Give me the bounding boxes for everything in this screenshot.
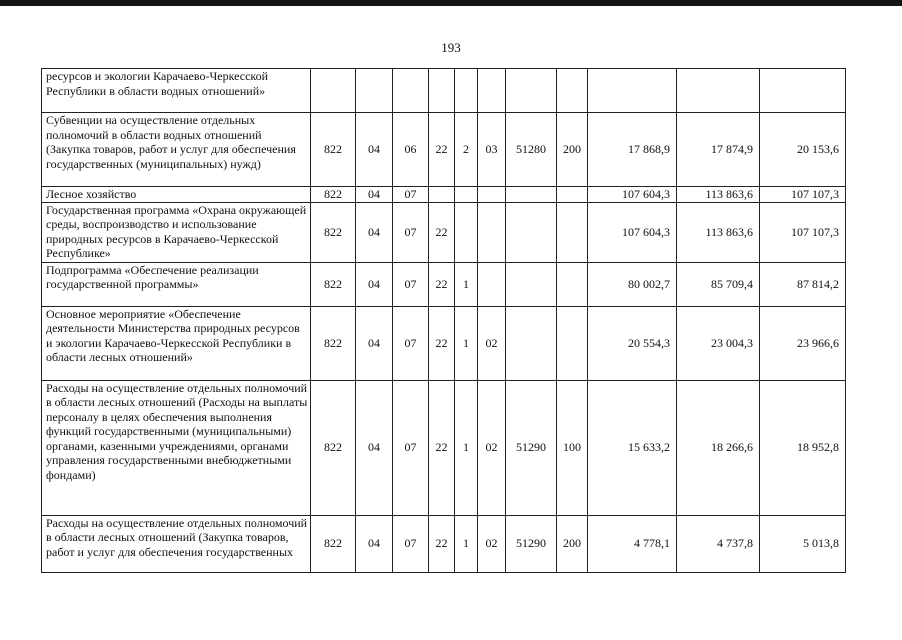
amount-year-1-cell: 80 002,7: [588, 262, 677, 306]
activity-code-cell: 03: [478, 113, 506, 187]
amount-year-2-cell: 113 863,6: [677, 202, 760, 262]
activity-code-cell: 02: [478, 515, 506, 572]
ministry-code-cell: 822: [311, 306, 356, 380]
subsection-code-cell: 07: [393, 306, 429, 380]
amount-year-3-cell: 20 153,6: [760, 113, 846, 187]
expense-type-cell: [557, 202, 588, 262]
program-code-cell: 22: [429, 113, 455, 187]
ministry-code-cell: 822: [311, 187, 356, 203]
subprogram-code-cell: 1: [455, 262, 478, 306]
subsection-code-cell: 07: [393, 202, 429, 262]
section-code-cell: 04: [356, 306, 393, 380]
amount-year-1-cell: [588, 69, 677, 113]
program-code-cell: [429, 69, 455, 113]
subprogram-code-cell: 1: [455, 515, 478, 572]
activity-code-cell: [478, 187, 506, 203]
amount-year-1-cell: 15 633,2: [588, 380, 677, 515]
amount-year-3-cell: 107 107,3: [760, 187, 846, 203]
program-code-cell: 22: [429, 202, 455, 262]
item-name-cell: Подпрограмма «Обеспечение реализации государственной программы»: [42, 262, 311, 306]
direction-code-cell: 51280: [506, 113, 557, 187]
program-code-cell: 22: [429, 262, 455, 306]
ministry-code-cell: 822: [311, 262, 356, 306]
direction-code-cell: 51290: [506, 380, 557, 515]
expense-type-cell: [557, 69, 588, 113]
section-code-cell: 04: [356, 202, 393, 262]
budget-table: [41, 68, 846, 573]
table-row: [42, 187, 846, 203]
subsection-code-cell: 07: [393, 262, 429, 306]
ministry-code-cell: 822: [311, 380, 356, 515]
section-code-cell: 04: [356, 380, 393, 515]
expense-type-cell: [557, 306, 588, 380]
program-code-cell: 22: [429, 515, 455, 572]
amount-year-2-cell: 113 863,6: [677, 187, 760, 203]
expense-type-cell: 100: [557, 380, 588, 515]
ministry-code-cell: 822: [311, 515, 356, 572]
page-number: 193: [441, 40, 461, 55]
amount-year-1-cell: 107 604,3: [588, 202, 677, 262]
amount-year-3-cell: 87 814,2: [760, 262, 846, 306]
ministry-code-cell: 822: [311, 202, 356, 262]
amount-year-2-cell: 17 874,9: [677, 113, 760, 187]
subprogram-code-cell: [455, 202, 478, 262]
subprogram-code-cell: 1: [455, 306, 478, 380]
item-name-cell: Расходы на осуществление отдельных полномочий в области лесных отношений (Расходы на выплаты персоналу в целях обеспечения выполнения функций государственными (муниципальными) органами, казенными учреждениями, органами управления государственными внебюджетными фондами): [42, 380, 311, 515]
activity-code-cell: 02: [478, 380, 506, 515]
direction-code-cell: [506, 69, 557, 113]
amount-year-1-cell: 20 554,3: [588, 306, 677, 380]
amount-year-2-cell: 85 709,4: [677, 262, 760, 306]
section-code-cell: 04: [356, 262, 393, 306]
table-row: [42, 515, 846, 572]
amount-year-3-cell: 5 013,8: [760, 515, 846, 572]
subprogram-code-cell: 1: [455, 380, 478, 515]
item-name-cell: Основное мероприятие «Обеспечение деятельности Министерства природных ресурсов и экологии Карачаево-Черкесской Республики в области лесных отношений»: [42, 306, 311, 380]
ministry-code-cell: [311, 69, 356, 113]
section-code-cell: 04: [356, 515, 393, 572]
subprogram-code-cell: [455, 69, 478, 113]
item-name-cell: ресурсов и экологии Карачаево-Черкесской Республики в области водных отношений»: [42, 69, 311, 113]
subsection-code-cell: [393, 69, 429, 113]
subsection-code-cell: 07: [393, 187, 429, 203]
subsection-code-cell: 07: [393, 380, 429, 515]
section-code-cell: 04: [356, 187, 393, 203]
expense-type-cell: 200: [557, 113, 588, 187]
activity-code-cell: [478, 69, 506, 113]
amount-year-3-cell: 18 952,8: [760, 380, 846, 515]
amount-year-3-cell: [760, 69, 846, 113]
direction-code-cell: 51290: [506, 515, 557, 572]
activity-code-cell: 02: [478, 306, 506, 380]
amount-year-1-cell: 17 868,9: [588, 113, 677, 187]
activity-code-cell: [478, 202, 506, 262]
expense-type-cell: [557, 187, 588, 203]
item-name-cell: Государственная программа «Охрана окружающей среды, воспроизводство и использование природных ресурсов в Карачаево-Черкесской Республике»: [42, 202, 311, 262]
amount-year-3-cell: 23 966,6: [760, 306, 846, 380]
program-code-cell: 22: [429, 380, 455, 515]
program-code-cell: [429, 187, 455, 203]
amount-year-2-cell: 23 004,3: [677, 306, 760, 380]
table-row: [42, 113, 846, 187]
item-name-cell: Расходы на осуществление отдельных полномочий в области лесных отношений (Закупка товаров, работ и услуг для обеспечения государственных: [42, 515, 311, 572]
amount-year-3-cell: 107 107,3: [760, 202, 846, 262]
subprogram-code-cell: [455, 187, 478, 203]
table-row: [42, 380, 846, 515]
table-row: [42, 262, 846, 306]
direction-code-cell: [506, 262, 557, 306]
expense-type-cell: 200: [557, 515, 588, 572]
subsection-code-cell: 06: [393, 113, 429, 187]
subsection-code-cell: 07: [393, 515, 429, 572]
amount-year-1-cell: 4 778,1: [588, 515, 677, 572]
activity-code-cell: [478, 262, 506, 306]
item-name-cell: Субвенции на осуществление отдельных полномочий в области водных отношений (Закупка товаров, работ и услуг для обеспечения государственных (муниципальных) нужд): [42, 113, 311, 187]
direction-code-cell: [506, 306, 557, 380]
direction-code-cell: [506, 202, 557, 262]
top-border-rule: [0, 0, 902, 6]
expense-type-cell: [557, 262, 588, 306]
ministry-code-cell: 822: [311, 113, 356, 187]
program-code-cell: 22: [429, 306, 455, 380]
item-name-cell: Лесное хозяйство: [42, 187, 311, 203]
amount-year-1-cell: 107 604,3: [588, 187, 677, 203]
section-code-cell: [356, 69, 393, 113]
table-row: [42, 202, 846, 262]
direction-code-cell: [506, 187, 557, 203]
amount-year-2-cell: 18 266,6: [677, 380, 760, 515]
table-row: [42, 306, 846, 380]
table-row: [42, 69, 846, 113]
subprogram-code-cell: 2: [455, 113, 478, 187]
amount-year-2-cell: 4 737,8: [677, 515, 760, 572]
amount-year-2-cell: [677, 69, 760, 113]
section-code-cell: 04: [356, 113, 393, 187]
